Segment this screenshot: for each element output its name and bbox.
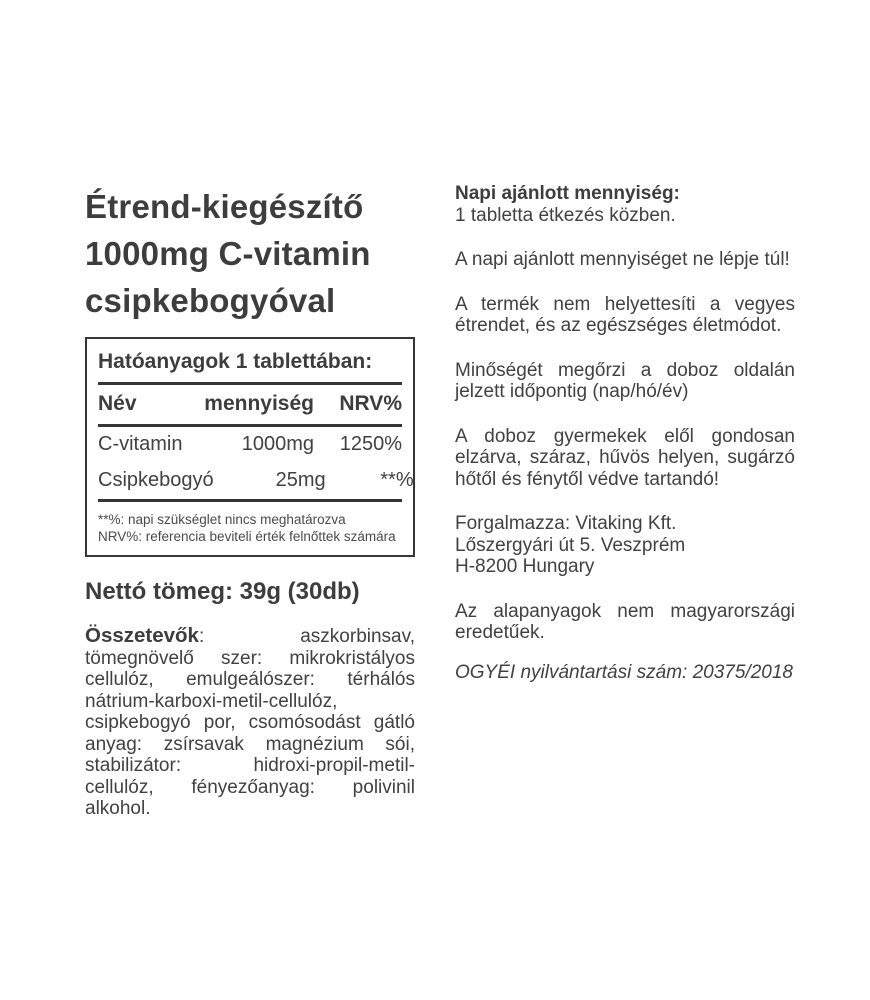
ingredient-name: Csipkebogyó — [98, 469, 214, 491]
table-row — [98, 463, 414, 499]
active-ingredients-table — [85, 337, 415, 557]
ingredient-nrv: 1250% — [339, 433, 402, 455]
dosage-text: 1 tabletta étkezés közben. — [455, 204, 676, 226]
registration-number: OGYÉI nyilvántartási szám: 20375/2018 — [455, 661, 793, 683]
right-column — [455, 183, 795, 820]
column-header-amount: mennyiség — [204, 392, 314, 415]
dosage-title: Napi ajánlott mennyiség: — [455, 183, 680, 204]
distributor-name: Forgalmazza: Vitaking Kft. — [455, 513, 677, 534]
distributor-block — [455, 513, 795, 578]
warning-diet-paragraph: A termék nem helyettesíti a vegyes étrendet, és az egészséges életmódot. — [455, 293, 795, 336]
quality-paragraph: Minőségét megőrzi a doboz oldalán jelzett időpontig (nap/hó/év) — [455, 359, 795, 402]
column-header-name: Név — [98, 392, 137, 415]
distributor-country: H-8200 Hungary — [455, 556, 595, 577]
storage-paragraph: A doboz gyermekek elől gondosan elzárva, száraz, hűvös helyen, sugárzó hőtől és fénytől védve tartandó! — [455, 425, 795, 490]
ingredient-amount: 1000mg — [241, 433, 314, 455]
left-column — [85, 183, 415, 820]
column-header-nrv: NRV% — [339, 392, 402, 415]
dosage-paragraph — [455, 183, 795, 226]
warning-limit-paragraph: A napi ajánlott mennyiséget ne lépje túl! — [455, 249, 790, 270]
table-header-row — [98, 385, 402, 424]
table-footnotes — [98, 502, 402, 545]
ingredients-text: : aszkorbinsav, tömegnövelő szer: mikrokristályos cellulóz, emulgeálószer: térhálós nátrium-karboxi-metil-cellulóz, csipkebogyó por, csomósodást gátló anyag: zsírsavak magnézium sói, stabilizátor: hidroxi-propil-metil-cellulóz, fényezőanyag: polivinil alkohol. — [85, 626, 415, 819]
net-weight: Nettó tömeg: 39g (30db) — [85, 578, 360, 605]
table-title: Hatóanyagok 1 tablettában: — [98, 350, 373, 373]
ingredient-nrv: **% — [380, 469, 414, 491]
ingredients-paragraph — [85, 625, 415, 820]
table-row — [98, 427, 402, 463]
ingredient-amount: 25mg — [275, 469, 326, 491]
origin-paragraph: Az alapanyagok nem magyarországi eredetűek. — [455, 600, 795, 643]
footnote-nrv: NRV%: referencia beviteli érték felnőttek számára — [98, 529, 396, 544]
ingredient-name: C-vitamin — [98, 433, 183, 455]
distributor-street: Lőszergyári út 5. Veszprém — [455, 534, 686, 556]
product-title: Étrend-kiegészítő 1000mg C-vitamin csipkebogyóval — [85, 188, 371, 319]
footnote-daily-need: **%: napi szükséglet nincs meghatározva — [98, 512, 346, 527]
supplement-label — [85, 183, 795, 820]
ingredients-label: Összetevők — [85, 624, 199, 647]
